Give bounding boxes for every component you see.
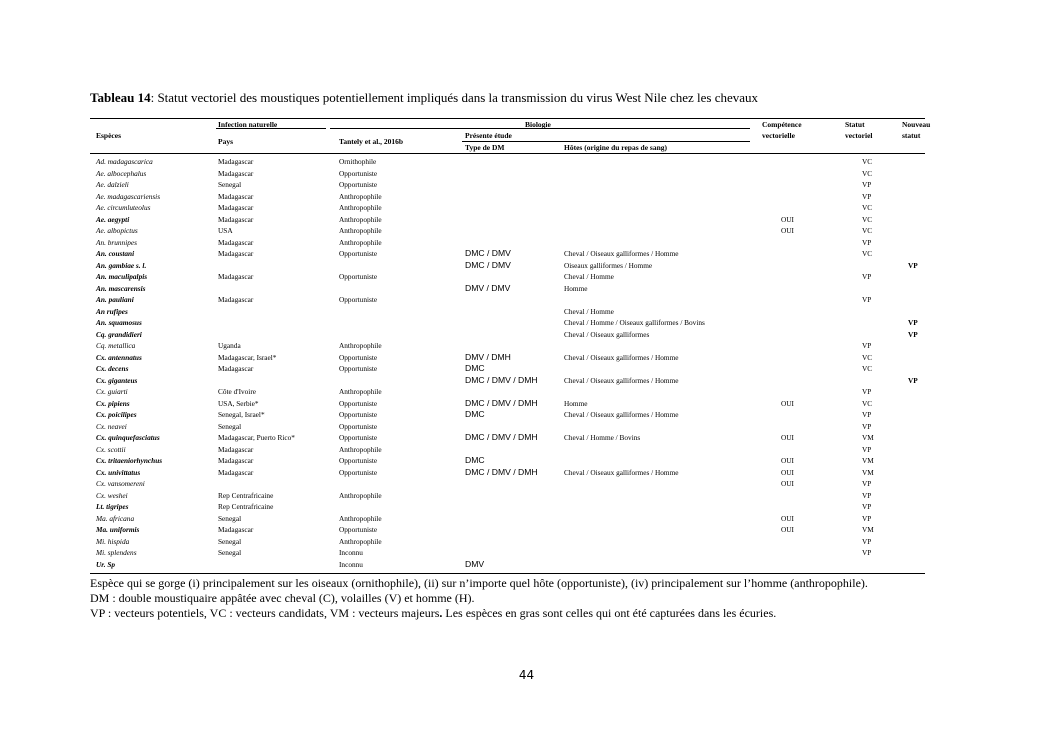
host-cell: Cheval / Oiseaux galliformes / Homme [564, 352, 679, 362]
country-cell: Senegal [218, 421, 242, 431]
header-infection: Infection naturelle [218, 120, 278, 129]
dm-type-cell: DMC / DMV / DMH [465, 466, 538, 477]
host-cell: Cheval / Oiseaux galliformes / Homme [564, 410, 679, 419]
header-biologie: Biologie [525, 120, 551, 129]
table-row [90, 386, 925, 398]
table-row [90, 294, 925, 306]
dm-type-cell: DMC [465, 363, 485, 373]
header-statut-2: vectoriel [845, 131, 873, 140]
table-row [90, 317, 925, 329]
status-cell: VC [862, 226, 873, 235]
status-cell: VP [862, 536, 872, 546]
species-cell: Cx. poicilipes [96, 410, 137, 419]
species-cell: Cx. decens [96, 364, 129, 373]
host-cell: Cheval / Homme [564, 272, 614, 281]
country-cell: Madagascar [218, 467, 254, 477]
status-cell: VP [862, 444, 872, 454]
tantely-cell: Opportuniste [339, 398, 378, 408]
competence-cell: OUI [781, 513, 794, 523]
host-cell: Cheval / Homme / Bovins [564, 433, 641, 442]
table-row [90, 283, 925, 295]
country-cell: Madagascar, Israel* [218, 352, 277, 362]
table-caption-text: : Statut vectoriel des moustiques potentiellement impliqués dans la transmission du virus West Nile chez les chevaux [150, 90, 759, 105]
tantely-cell: Opportuniste [339, 352, 378, 362]
table-row [90, 202, 925, 214]
table-row [90, 237, 925, 249]
dm-type-cell: DMV / DMV [465, 282, 511, 293]
note-line: DM : double moustiquaire appâtée avec cheval (C), volailles (V) et homme (H). [90, 591, 475, 605]
species-cell: Ae. circumluteolus [96, 203, 151, 212]
table-row [90, 225, 925, 237]
species-cell: Cx. pipiens [96, 398, 130, 408]
status-cell: VC [862, 157, 873, 166]
competence-cell: OUI [781, 226, 794, 235]
tantely-cell: Anthropophile [339, 444, 382, 454]
country-cell: Côte d'Ivoire [218, 387, 256, 396]
table-row [90, 490, 925, 502]
note-bold-explanation: Les espèces en gras sont celles qui ont été capturées dans les écuries. [442, 606, 777, 620]
country-cell: Madagascar [218, 168, 254, 178]
species-cell: Mi. hispida [96, 536, 130, 546]
tantely-cell: Opportuniste [339, 180, 378, 189]
tantely-cell: Anthropophile [339, 341, 382, 350]
note-line [90, 606, 868, 621]
country-cell: Madagascar [218, 214, 254, 224]
country-cell: Senegal [218, 536, 242, 546]
new-status-cell: VP [908, 318, 918, 327]
status-cell: VC [862, 364, 873, 373]
presente-rule [462, 141, 750, 142]
competence-cell: OUI [781, 214, 794, 224]
competence-cell: OUI [781, 433, 794, 442]
header-presente: Présente étude [465, 131, 512, 140]
species-cell: Cx. weshei [96, 490, 128, 500]
table-row [90, 329, 925, 341]
tantely-cell: Anthropophile [339, 387, 382, 396]
status-cell: VP [862, 490, 872, 500]
species-cell: Ae. madagascariensis [96, 191, 161, 201]
host-cell: Cheval / Oiseaux galliformes / Homme [564, 375, 679, 385]
species-cell: Ad. madagascarica [96, 157, 153, 166]
header-tantely: Tantely et al., 2016b [339, 137, 404, 146]
host-cell: Cheval / Homme [564, 306, 614, 316]
header-competence: Compétence [762, 120, 802, 129]
table-row [90, 179, 925, 191]
header-nouveau-2: statut [902, 131, 921, 140]
country-cell: Madagascar [218, 191, 254, 201]
competence-cell: OUI [781, 525, 794, 534]
species-cell: Cq. metallica [96, 341, 136, 350]
tantely-cell: Anthropophile [339, 203, 382, 212]
table-row [90, 375, 925, 387]
status-cell: VM [862, 525, 874, 534]
country-cell: Senegal [218, 513, 242, 523]
table-row [90, 363, 925, 375]
species-cell: Ur. Sp [96, 559, 116, 569]
species-cell: Cq. grandidieri [96, 329, 142, 339]
table-row [90, 168, 925, 180]
country-cell: Madagascar [218, 157, 254, 166]
tantely-cell: Opportuniste [339, 272, 378, 281]
tantely-cell: Anthropophile [339, 490, 382, 500]
table-row [90, 444, 925, 456]
header-especes: Espèces [96, 131, 121, 140]
country-cell: Madagascar [218, 249, 254, 258]
status-cell: VP [862, 479, 872, 488]
tantely-cell: Ornithophile [339, 157, 377, 166]
header-statut: Statut [845, 120, 865, 129]
status-cell: VM [862, 433, 874, 442]
table-row [90, 559, 925, 571]
dm-type-cell: DMC / DMV [465, 259, 511, 270]
tantely-cell: Opportuniste [339, 364, 378, 373]
header-pays: Pays [218, 137, 233, 146]
header-bottom-rule [90, 153, 925, 154]
new-status-cell: VP [908, 375, 918, 385]
country-cell: Senegal, Israel* [218, 410, 265, 419]
host-cell: Cheval / Oiseaux galliformes / Homme [564, 249, 679, 258]
status-cell: VM [862, 467, 874, 477]
status-cell: VC [862, 214, 873, 224]
competence-cell: OUI [781, 456, 794, 465]
species-cell: Lt. tigripes [96, 502, 129, 511]
species-cell: Mi. splendens [96, 548, 137, 557]
table-row [90, 191, 925, 203]
status-cell: VM [862, 456, 874, 465]
species-cell: Cx. tritaeniorhynchus [96, 456, 163, 465]
status-cell: VP [862, 341, 872, 350]
tantely-cell: Opportuniste [339, 168, 378, 178]
species-cell: Ae. aegypti [96, 214, 130, 224]
species-cell: Ma. uniformis [96, 525, 140, 534]
species-cell: An. maculipalpis [96, 272, 148, 281]
tantely-cell: Opportuniste [339, 295, 378, 304]
header-nouveau: Nouveau [902, 120, 931, 129]
table-row [90, 248, 925, 260]
country-cell: Madagascar [218, 272, 254, 281]
table-row [90, 432, 925, 444]
species-cell: An. coustani [96, 249, 135, 258]
note-legend: VP : vecteurs potentiels, VC : vecteurs candidats, VM : vecteurs majeurs [90, 606, 440, 620]
status-cell: VP [862, 191, 872, 201]
species-cell: Ae. dalzieli [96, 180, 129, 189]
note-period: . [439, 606, 443, 620]
table-row [90, 352, 925, 364]
country-cell: Rep Centrafricaine [218, 502, 274, 511]
country-cell: Madagascar [218, 444, 254, 454]
species-cell: Cx. giganteus [96, 375, 138, 385]
tantely-cell: Anthropophile [339, 191, 382, 201]
status-cell: VP [862, 410, 872, 419]
table-row [90, 501, 925, 513]
table-row [90, 398, 925, 410]
status-cell: VP [862, 502, 872, 511]
table-row [90, 513, 925, 525]
tantely-cell: Opportuniste [339, 421, 378, 431]
country-cell: Senegal [218, 548, 242, 557]
tantely-cell: Opportuniste [339, 433, 378, 442]
table-row [90, 271, 925, 283]
country-cell: Uganda [218, 341, 241, 350]
host-cell: Cheval / Oiseaux galliformes [564, 329, 650, 339]
tantely-cell: Opportuniste [339, 525, 378, 534]
table-row [90, 467, 925, 479]
dm-type-cell: DMV [465, 558, 485, 569]
tantely-cell: Anthropophile [339, 226, 382, 235]
species-cell: An. squamosus [96, 318, 142, 327]
species-cell: Cx. vansomereni [96, 479, 145, 488]
tantely-cell: Opportuniste [339, 410, 378, 419]
country-cell: Rep Centrafricaine [218, 490, 274, 500]
table-row [90, 421, 925, 433]
country-cell: Madagascar [218, 364, 254, 373]
dm-type-cell: DMC [465, 409, 485, 419]
species-cell: Cx. guiarti [96, 387, 128, 396]
status-cell: VC [862, 352, 873, 362]
status-cell: VC [862, 249, 873, 258]
header-type-dm: Type de DM [465, 143, 505, 152]
table-row [90, 536, 925, 548]
species-cell: Cx. scottii [96, 444, 126, 454]
table-row [90, 340, 925, 352]
species-cell: Cx. quinquefasciatus [96, 433, 160, 442]
host-cell: Oiseaux galliformes / Homme [564, 260, 653, 270]
status-cell: VC [862, 168, 873, 178]
species-cell: Ae. albocephalus [96, 168, 147, 178]
host-cell: Cheval / Oiseaux galliformes / Homme [564, 467, 679, 477]
new-status-cell: VP [908, 329, 918, 339]
tantely-cell: Anthropophile [339, 214, 382, 224]
status-cell: VC [862, 203, 873, 212]
species-cell: An. pauliani [96, 295, 134, 304]
tantely-cell: Opportuniste [339, 456, 378, 465]
status-cell: VP [862, 421, 872, 431]
table-row [90, 455, 925, 467]
country-cell: Madagascar [218, 237, 254, 247]
status-cell: VP [862, 272, 872, 281]
tantely-cell: Anthropophile [339, 536, 382, 546]
competence-cell: OUI [781, 398, 794, 408]
country-cell: Madagascar [218, 295, 254, 304]
tantely-cell: Anthropophile [339, 237, 382, 247]
species-cell: An. brunnipes [96, 237, 137, 247]
status-cell: VP [862, 295, 872, 304]
country-cell: USA [218, 226, 233, 235]
host-cell: Homme [564, 283, 588, 293]
species-cell: An rufipes [96, 306, 128, 316]
table-label: Tableau 14 [90, 90, 151, 105]
competence-cell: OUI [781, 467, 794, 477]
new-status-cell: VP [908, 260, 918, 270]
dm-type-cell: DMC / DMV / DMH [465, 397, 538, 408]
table-row [90, 214, 925, 226]
table-row [90, 306, 925, 318]
country-cell: Senegal [218, 180, 242, 189]
table-body [90, 156, 925, 570]
tantely-cell: Opportuniste [339, 249, 378, 258]
country-cell: Madagascar, Puerto Rico* [218, 433, 295, 442]
species-cell: Cx. univittatus [96, 467, 141, 477]
country-cell: Madagascar [218, 525, 254, 534]
table-row [90, 260, 925, 272]
host-cell: Cheval / Homme / Oiseaux galliformes / Bovins [564, 318, 705, 327]
dm-type-cell: DMV / DMH [465, 351, 511, 362]
species-cell: An. gambiae s. l. [96, 260, 147, 270]
species-cell: Cx. neavei [96, 421, 127, 431]
table-notes [90, 576, 868, 621]
table-row [90, 547, 925, 559]
status-cell: VP [862, 513, 872, 523]
tantely-cell: Inconnu [339, 548, 363, 557]
status-cell: VP [862, 237, 872, 247]
header-hotes: Hôtes (origine du repas de sang) [564, 143, 667, 152]
page-number: 44 [518, 668, 535, 682]
table-bottom-rule [90, 573, 925, 574]
country-cell: USA, Serbie* [218, 398, 259, 408]
table-row [90, 156, 925, 168]
dm-type-cell: DMC / DMV / DMH [465, 432, 538, 442]
tantely-cell: Anthropophile [339, 513, 382, 523]
country-cell: Madagascar [218, 203, 254, 212]
host-cell: Homme [564, 398, 588, 408]
dm-type-cell: DMC / DMV [465, 248, 511, 258]
table-top-rule [90, 118, 925, 119]
status-cell: VC [862, 398, 873, 408]
table-row [90, 478, 925, 490]
species-cell: Ae. albopictus [96, 226, 138, 235]
competence-cell: OUI [781, 479, 794, 488]
table-row [90, 524, 925, 536]
dm-type-cell: DMC / DMV / DMH [465, 374, 538, 385]
dm-type-cell: DMC [465, 455, 485, 465]
species-cell: Ma. africana [96, 513, 135, 523]
tantely-cell: Inconnu [339, 559, 363, 569]
status-cell: VP [862, 387, 872, 396]
table-caption [90, 90, 758, 106]
status-cell: VP [862, 548, 872, 557]
species-cell: An. mascarensis [96, 283, 146, 293]
note-line: Espèce qui se gorge (i) principalement sur les oiseaux (ornithophile), (ii) sur n’importe quel hôte (opportuniste), (iv) principalement sur l’homme (anthropophile). [90, 576, 868, 590]
status-cell: VP [862, 180, 872, 189]
header-competence-2: vectorielle [762, 131, 795, 140]
table-row [90, 409, 925, 421]
country-cell: Madagascar [218, 456, 254, 465]
species-cell: Cx. antennatus [96, 352, 142, 362]
tantely-cell: Opportuniste [339, 467, 378, 477]
